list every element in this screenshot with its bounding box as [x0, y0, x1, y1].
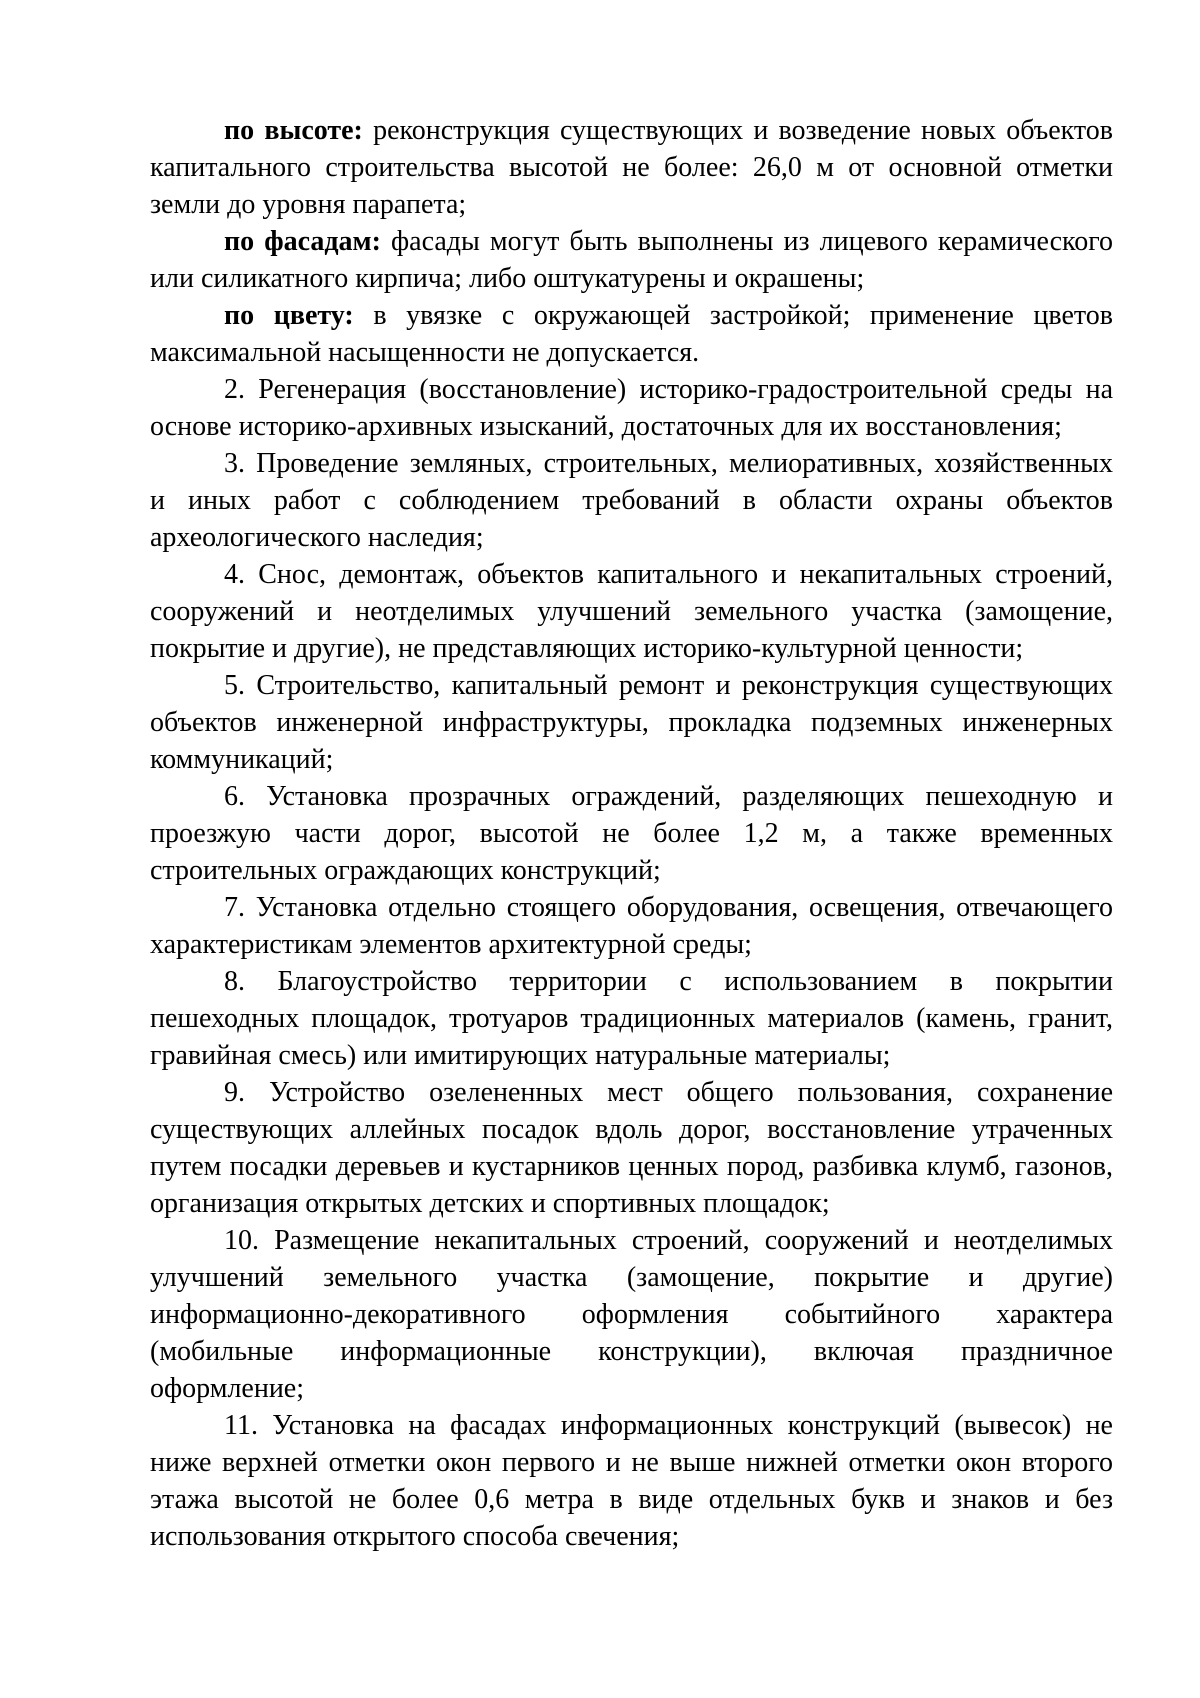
paragraph-item-9	[150, 1074, 1113, 1222]
paragraph-item-11	[150, 1407, 1113, 1555]
paragraph-lead: по цвету:	[224, 300, 354, 331]
paragraph-item-6	[150, 778, 1113, 889]
paragraph-text: 9. Устройство озелененных мест общего пользования, сохранение существующих аллейных посадок вдоль дорог, восстановление утраченных путем посадки деревьев и кустарников ценных пород, разбивка клумб, газонов, организация открытых детских и спортивных площадок;	[150, 1077, 1113, 1219]
paragraph-item-7	[150, 889, 1113, 963]
paragraph-text: 3. Проведение земляных, строительных, мелиоративных, хозяйственных и иных работ с соблюдением требований в области охраны объектов археологического наследия;	[150, 448, 1113, 553]
paragraph-text: 11. Установка на фасадах информационных конструкций (вывесок) не ниже верхней отметки окон первого и не выше нижней отметки окон второго этажа высотой не более 0,6 метра в виде отдельных букв и знаков и без использования открытого способа свечения;	[150, 1410, 1113, 1552]
paragraph-text: 6. Установка прозрачных ограждений, разделяющих пешеходную и проезжую части дорог, высотой не более 1,2 м, а также временных строительных ограждающих конструкций;	[150, 781, 1113, 886]
paragraph-lead: по высоте:	[224, 115, 363, 146]
paragraph-text: 5. Строительство, капитальный ремонт и реконструкция существующих объектов инженерной инфраструктуры, прокладка подземных инженерных коммуникаций;	[150, 670, 1113, 775]
paragraph-lead: по фасадам:	[224, 226, 381, 257]
paragraph-item-4	[150, 556, 1113, 667]
paragraph-text: реконструкция существующих и возведение новых объектов капитального строительства высотой не более: 26,0 м от основной отметки земли до уровня парапета;	[150, 115, 1113, 220]
paragraph-text: 2. Регенерация (восстановление) историко-градостроительной среды на основе историко-архивных изысканий, достаточных для их восстановления;	[150, 374, 1113, 442]
paragraph-height-requirement	[150, 112, 1113, 223]
paragraph-item-3	[150, 445, 1113, 556]
paragraph-text: 7. Установка отдельно стоящего оборудования, освещения, отвечающего характеристикам элементов архитектурной среды;	[150, 892, 1113, 960]
paragraph-facade-requirement	[150, 223, 1113, 297]
document-page	[150, 112, 1113, 1555]
paragraph-text: 10. Размещение некапитальных строений, сооружений и неотделимых улучшений земельного участка (замощение, покрытие и другие) информационно-декоративного оформления событийного характера (мобильные информационные конструкции), включая праздничное оформление;	[150, 1225, 1113, 1404]
paragraph-item-5	[150, 667, 1113, 778]
paragraph-item-8	[150, 963, 1113, 1074]
paragraph-color-requirement	[150, 297, 1113, 371]
paragraph-text: фасады могут быть выполнены из лицевого керамического или силикатного кирпича; либо оштукатурены и окрашены;	[150, 226, 1113, 294]
paragraph-item-2	[150, 371, 1113, 445]
paragraph-text: 8. Благоустройство территории с использованием в покрытии пешеходных площадок, тротуаров традиционных материалов (камень, гранит, гравийная смесь) или имитирующих натуральные материалы;	[150, 966, 1113, 1071]
paragraph-text: в увязке с окружающей застройкой; применение цветов максимальной насыщенности не допускается.	[150, 300, 1113, 368]
paragraph-text: 4. Снос, демонтаж, объектов капитального и некапитальных строений, сооружений и неотделимых улучшений земельного участка (замощение, покрытие и другие), не представляющих историко-культурной ценности;	[150, 559, 1113, 664]
paragraph-item-10	[150, 1222, 1113, 1407]
